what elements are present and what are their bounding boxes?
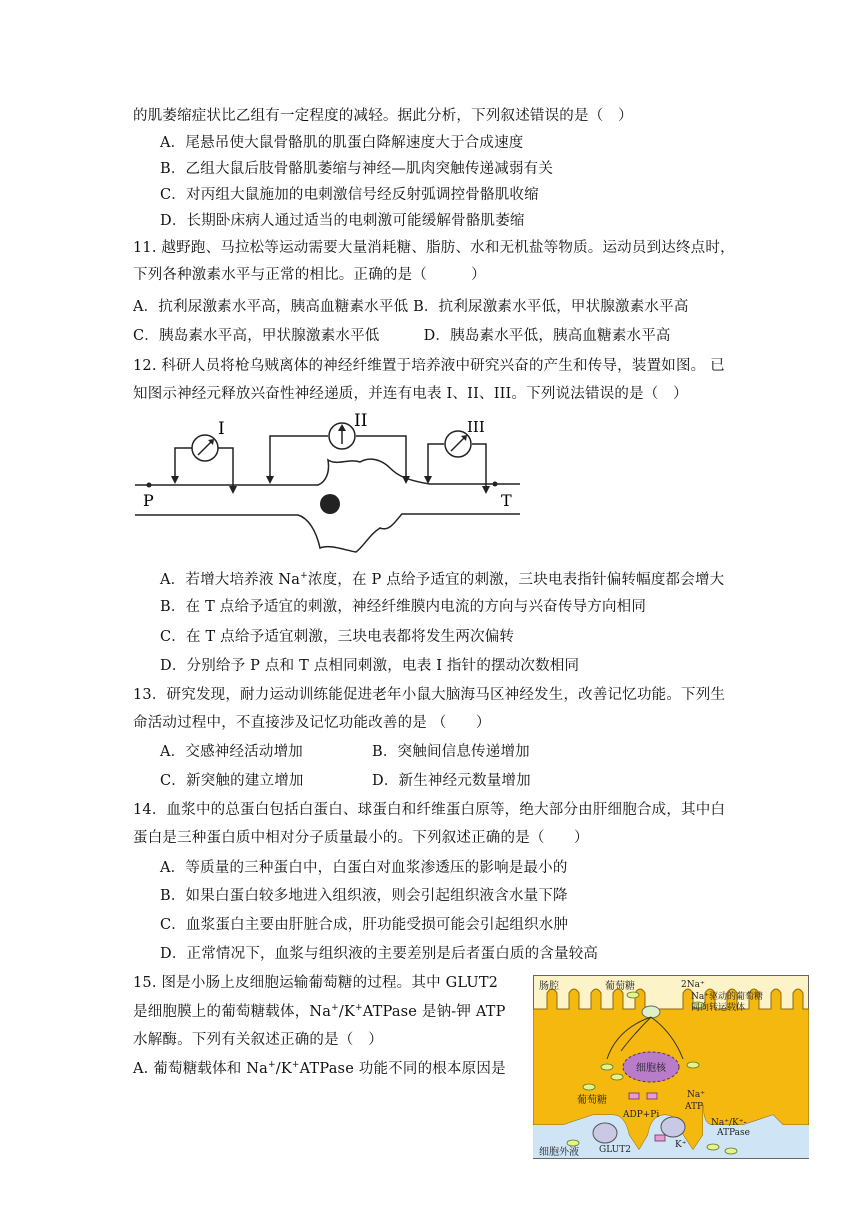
q13-stem-2: 命活动过程中，不直接涉及记忆功能改善的是 （ ）: [133, 715, 491, 731]
nucleus-label: 细胞核: [636, 1063, 666, 1074]
glucose-inner-label: 葡萄糖: [577, 1095, 607, 1106]
intestinal-cell-figure: [533, 975, 809, 1159]
q15-stem-2: 是细胞膜上的葡萄糖载体，Na+/K+ATPase 是钠-钾 ATP: [133, 1003, 506, 1020]
q12-stem-1: 12. 科研人员将枪乌贼离体的神经纤维置于培养液中研究兴奋的产生和传导，装置如图。 已: [133, 358, 725, 374]
q11-options-cd: C．胰岛素水平高，甲状腺激素水平低 D．胰岛素水平低，胰高血糖素水平高: [133, 328, 671, 344]
q13-option-d: D．新生神经元数量增加: [372, 773, 531, 789]
q14-option-b: B．如果白蛋白较多地进入组织液，则会引起组织液含水量下降: [160, 888, 568, 904]
q13-option-c: C．新突触的建立增加: [160, 773, 304, 789]
q13-option-a: A．交感神经活动增加: [160, 744, 303, 760]
cotransporter-label-2: 同向转运载体: [691, 1003, 746, 1013]
adp-label: ADP+Pi: [623, 1110, 660, 1120]
q12-stem-2: 知图示神经元释放兴奋性神经递质，并连有电表 I、II、III。下列说法错误的是（ ）: [133, 386, 688, 402]
pump-label-2: ATPase: [717, 1128, 750, 1138]
q15-stem-1: 15. 图是小肠上皮细胞运输葡萄糖的过程。其中 GLUT2: [133, 975, 499, 991]
q12-option-b: B．在 T 点给予适宜的刺激，神经纤维膜内电流的方向与兴奋传导方向相同: [160, 599, 647, 615]
glut2-label: GLUT2: [599, 1145, 631, 1155]
k-label: K⁺: [675, 1140, 687, 1150]
q12-option-c: C．在 T 点给予适宜刺激，三块电表都将发生两次偏转: [160, 629, 515, 645]
extracellular-label: 细胞外液: [539, 1147, 579, 1158]
glucose-label: 葡萄糖: [605, 981, 635, 992]
q14-stem-1: 14．血浆中的总蛋白包括白蛋白、球蛋白和纤维蛋白原等，绝大部分由肝细胞合成，其中白: [133, 802, 726, 818]
q10-option-c: C．对丙组大鼠施加的电刺激信号经反射弧调控骨骼肌收缩: [160, 187, 539, 203]
meter-ii-label: II: [354, 412, 368, 431]
q14-option-a: A．等质量的三种蛋白中，白蛋白对血浆渗透压的影响是最小的: [160, 860, 568, 876]
q11-options-ab: A．抗利尿激素水平高，胰高血糖素水平低 B．抗利尿激素水平低，甲状腺激素水平高: [133, 299, 689, 315]
q14-stem-2: 蛋白是三种蛋白质中相对分子质量最小的。下列叙述正确的是（ ）: [133, 830, 589, 846]
q15-option-a: A. 葡萄糖载体和 Na+/K+ATPase 功能不同的根本原因是: [133, 1060, 506, 1077]
atp-label: ATP: [685, 1102, 704, 1112]
q13-stem-1: 13．研究发现，耐力运动训练能促进老年小鼠大脑海马区神经发生，改善记忆功能。下列生: [133, 687, 726, 703]
cotransporter-label-1: Na⁺驱动的葡萄糖: [691, 992, 763, 1002]
q10-option-b: B．乙组大鼠后肢骨骼肌萎缩与神经—肌肉突触传递减弱有关: [160, 161, 554, 177]
q11-stem-1: 11. 越野跑、马拉松等运动需要大量消耗糖、脂肪、水和无机盐等物质。运动员到达终点时，: [133, 240, 735, 256]
q13-option-b: B．突触间信息传递增加: [372, 744, 530, 760]
point-t-label: T: [501, 491, 512, 510]
q12-option-d: D．分别给予 P 点和 T 点相同刺激，电表 I 指针的摆动次数相同: [160, 658, 580, 674]
na-k-pump: [661, 1117, 685, 1137]
na-label: Na⁺: [687, 1090, 705, 1100]
q14-option-d: D．正常情况下，血浆与组织液的主要差别是后者蛋白质的含量较高: [160, 946, 599, 962]
q15-stem-3: 水解酶。下列有关叙述正确的是（ ）: [133, 1032, 383, 1048]
q11-stem-2: 下列各种激素水平与正常的相比。正确的是（ ）: [133, 267, 486, 283]
q10-stem: 的肌萎缩症状比乙组有一定程度的减轻。据此分析，下列叙述错误的是（ ）: [133, 108, 633, 124]
glut2-carrier: [593, 1123, 617, 1143]
q12-option-a: A．若增大培养液 Na+浓度，在 P 点给予适宜的刺激，三块电表指针偏转幅度都会增大: [160, 571, 725, 588]
meter-i-label: I: [218, 419, 225, 439]
q10-option-a: A．尾悬吊使大鼠骨骼肌的肌蛋白降解速度大于合成速度: [160, 135, 524, 151]
point-p-label: P: [143, 491, 154, 510]
q10-option-d: D．长期卧床病人通过适当的电刺激可能缓解骨骼肌萎缩: [160, 213, 525, 229]
pump-label-1: Na⁺/K⁺-: [711, 1118, 747, 1128]
meter-iii-label: III: [467, 418, 485, 436]
two-na-label: 2Na⁺: [681, 980, 705, 990]
q14-option-c: C．血浆蛋白主要由肝脏合成，肝功能受损可能会引起组织水肿: [160, 917, 569, 933]
lumen-label: 肠腔: [539, 981, 559, 992]
nerve-fiber-figure: [130, 412, 530, 560]
